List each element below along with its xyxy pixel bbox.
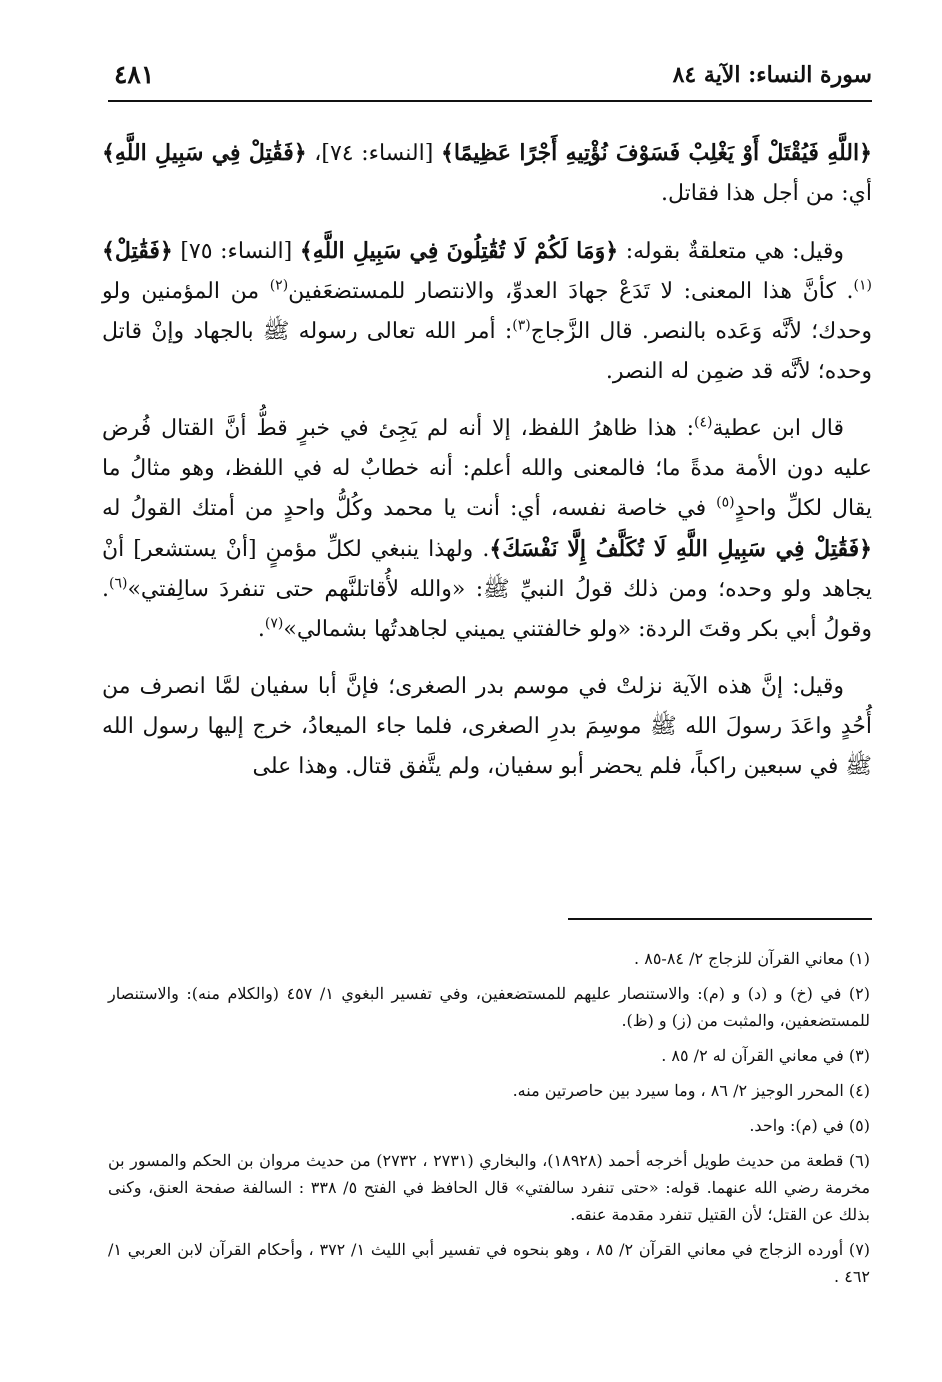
text-span: . ولهذا ينبغي لكلِّ مؤمنٍ [أنْ يستشعر] أنْ يجاهد ولو وحده؛ ومن ذلك قولُ النبيِّ ﷺ: «والله لأُقاتلنَّهم حتى تنفردَ سالِفتي» (102, 537, 872, 602)
footnote-ref-2: (٢) (269, 277, 289, 294)
quran-verse: ﴿فَقَٰتِلْ فِي سَبِيلِ اللَّهِ﴾ (102, 140, 307, 166)
text-span: وقيل: إنَّ هذه الآية نزلتْ في موسم بدر الصغرى؛ فإنَّ أبا سفيان لمَّا انصرف من أُحُدٍ واعَدَ رسولَ الله ﷺ موسِمَ بدرِ الصغرى، فلما جاء الميعادُ، خرج إليها رسول الله ﷺ في سبعين راكباً، فلم يحضر أبو سفيان، ولم يتَّفق قتال. وهذا على (102, 674, 872, 779)
footnote-ref-6: (٦) (109, 575, 128, 592)
footnote-4: (٤) المحرر الوجيز ٢/ ٨٦ ، وما سيرد بين حاصرتين منه. (512, 1081, 870, 1100)
footnote-separator (568, 918, 872, 920)
text-span: . وقولُ أبي بكر وقتَ الردة: «ولو خالفتني يميني لجاهدتُها بشمالي» (102, 577, 872, 642)
footnote-ref-4: (٤) (694, 414, 713, 431)
text-span: . (257, 617, 265, 642)
quran-verse: ﴿فَقَٰتِلْ﴾ (102, 238, 173, 264)
footnotes (108, 945, 870, 1298)
footnote-2: (٢) في (خ) و (د) و (م): والاستنصار عليهم للمستضعفين، وفي تفسير البغوي ١/ ٤٥٧ (والكلام منه): والاستنصار للمستضعفين، والمثبت من (ز) و (ظ). (108, 984, 870, 1030)
text-span: [النساء: ٧٤]، (306, 141, 441, 166)
text-span: أي: من أجل هذا فقاتل. (660, 181, 872, 206)
quran-verse: ﴿اللَّهِ فَيُقْتَلْ أَوْ يَغْلِبْ فَسَوْفَ نُؤْتِيهِ أَجْرًا عَظِيمًا﴾ (440, 140, 872, 166)
text-span: : هذا ظاهرُ اللفظ، إلا أنه لم يَجِئ في خبرٍ قطُّ أنَّ القتال فُرض عليه دون الأمة مدةً ما؛ فالمعنى والله أعلم: أنه خطابٌ له في اللفظ، وهو مثالُ ما يقال لكلِّ واحدٍ (102, 416, 872, 521)
footnote-3: (٣) في معاني القرآن له ٢/ ٨٥ . (661, 1046, 870, 1065)
page-number: ٤٨١ (114, 60, 155, 89)
paragraph-2 (102, 231, 872, 392)
footnote-ref-5: (٥) (716, 494, 735, 511)
text-span: : أمر الله تعالى رسوله ﷺ بالجهاد وإنْ قاتل وحده؛ لأنَّه قد ضمِن له النصر. (102, 319, 872, 384)
main-text (102, 133, 872, 804)
text-span: . كأنَّ هذا المعنى: لا تَدَعْ جهادَ العدوِّ، والانتصار للمستضعَفين (288, 279, 854, 304)
text-span: قال ابن عطية (712, 416, 844, 441)
footnote-ref-1: (١) (853, 277, 872, 294)
paragraph-1 (102, 133, 872, 214)
text-span: في خاصة نفسه، أي: أنت يا محمد وكُلُّ واحدٍ من أمتك القولُ له (102, 496, 717, 521)
running-title: سورة النساء: الآية ٨٤ (672, 62, 872, 88)
footnote-1: (١) معاني القرآن للزجاج ٢/ ٨٤-٨٥ . (634, 949, 870, 968)
paragraph-3 (102, 409, 872, 650)
footnote-7: (٧) أورده الزجاج في معاني القرآن ٢/ ٨٥ ، وهو بنحوه في تفسير أبي الليث ١/ ٣٧٢ ، وأحكام القرآن لابن العربي ١/ ٤٦٢ . (108, 1240, 871, 1286)
footnote-5: (٥) في (م): واحد. (749, 1116, 870, 1135)
paragraph-4 (102, 667, 872, 787)
footnote-6: (٦) قطعة من حديث طويل أخرجه أحمد (١٨٩٢٨)، والبخاري (٢٧٣١ ، ٢٧٣٢) من حديث مروان بن الحكم والمسور بن مخرمة رضي الله عنهما. قوله: «حتى تنفرد سالفتي» قال الحافظ في الفتح ٥/ ٣٣٨ : السالفة صفحة العنق، وكنى بذلك عن القتل؛ لأن القتيل تنفرد مقدمة عنقه. (108, 1151, 871, 1224)
footnote-ref-3: (٣) (512, 317, 531, 334)
page-header (108, 58, 872, 102)
quran-verse: ﴿فَقَٰتِلْ فِي سَبِيلِ اللَّهِ لَا تُكَلَّفُ إِلَّا نَفْسَكَ﴾ (489, 536, 872, 562)
quran-verse: ﴿وَمَا لَكُمْ لَا تُقَٰتِلُونَ فِي سَبِيلِ اللَّهِ﴾ (299, 238, 619, 264)
text-span: وقيل: هي متعلقةٌ بقوله: (618, 239, 845, 264)
footnote-ref-7: (٧) (264, 615, 284, 632)
text-span: من المؤمنين ولو وحدك؛ لأنَّه وَعَده بالنصر. قال الزَّجاج (102, 279, 873, 344)
text-span: [النساء: ٧٥] (172, 239, 300, 264)
